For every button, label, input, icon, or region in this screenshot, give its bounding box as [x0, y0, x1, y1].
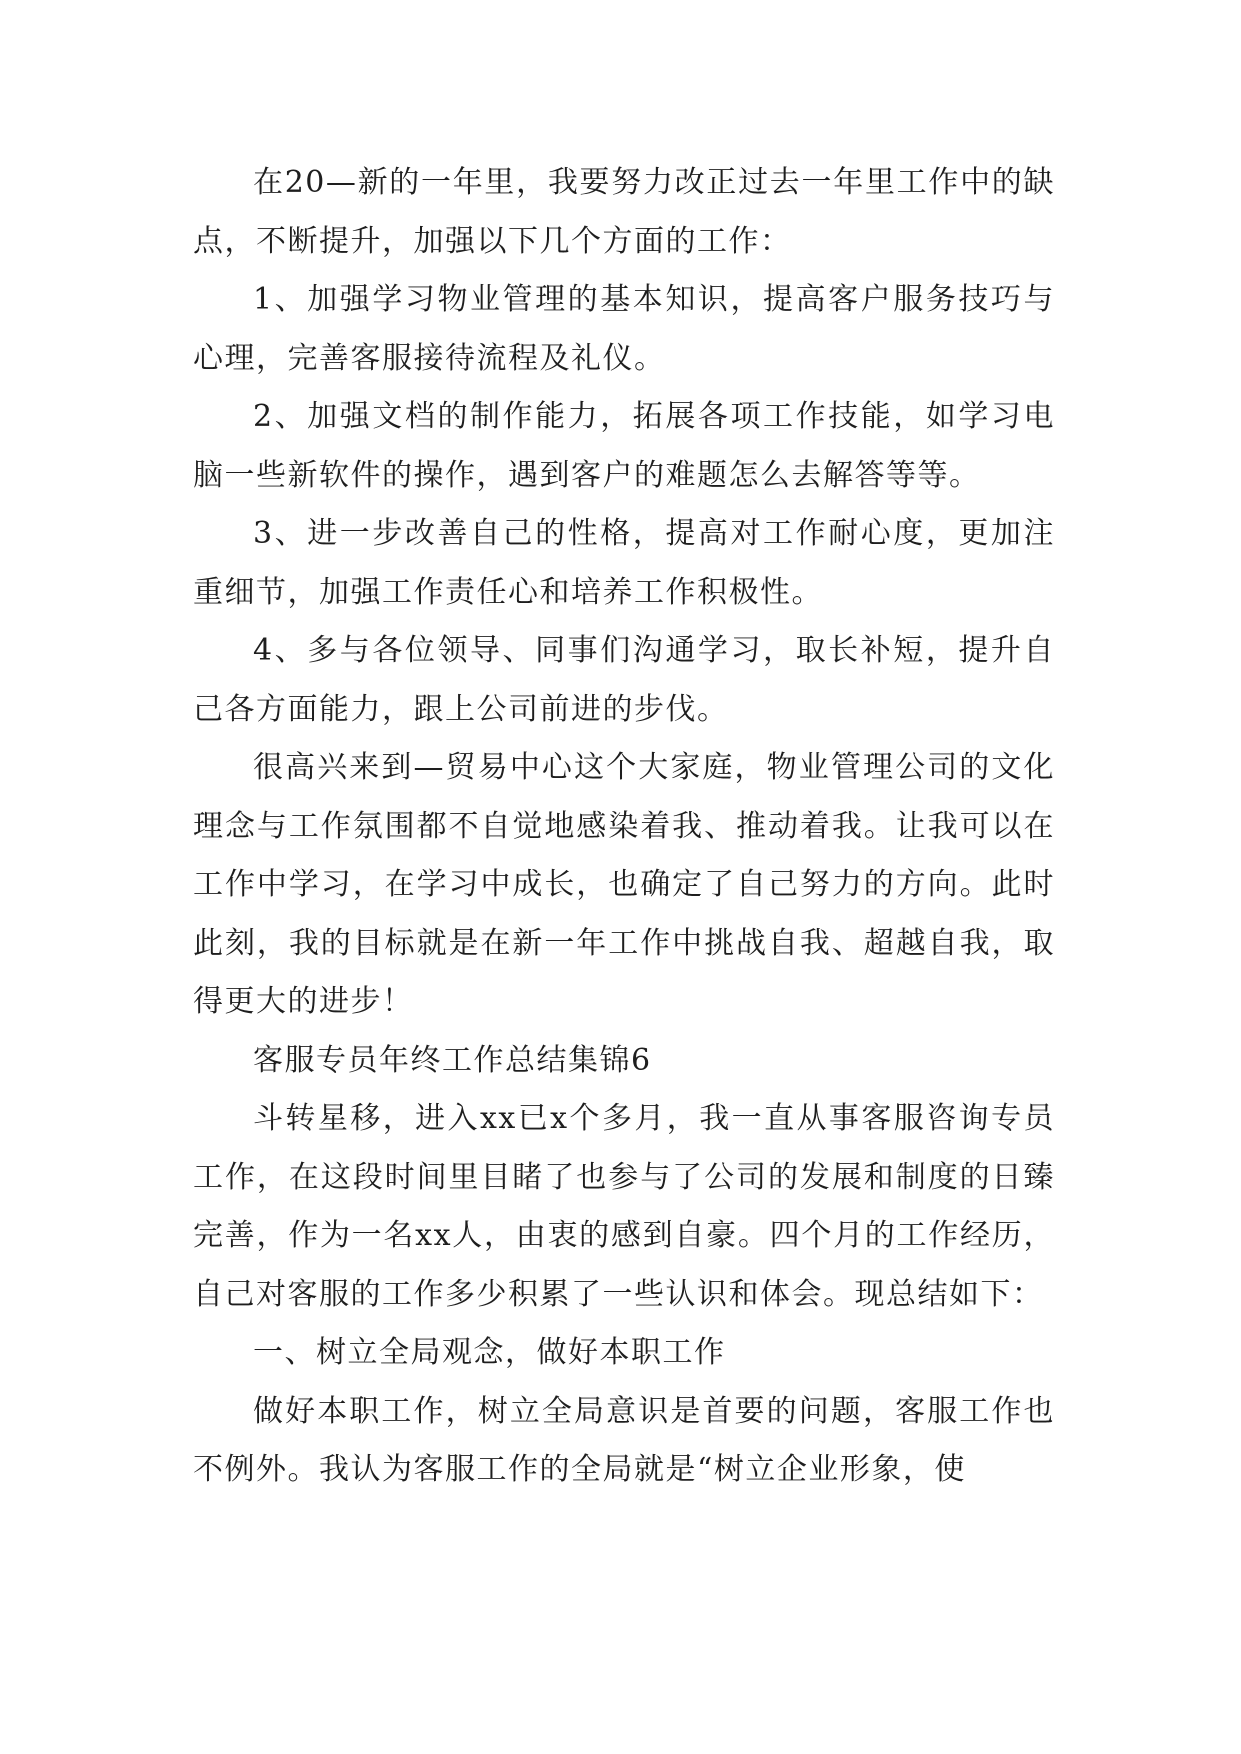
document-body: [193, 154, 1055, 1500]
paragraph-intro: 斗转星移，进入xx已x个多月，我一直从事客服咨询专员工作，在这段时间里目睹了也参与了公司的发展和制度的日臻完善，作为一名xx人，由衷的感到自豪。四个月的工作经历，自己对客服的工作多少积累了一些认识和体会。现总结如下：: [193, 1101, 1055, 1312]
subheading-1: 一、树立全局观念，做好本职工作: [253, 1335, 726, 1370]
paragraph-item-1: 1、加强学习物业管理的基本知识，提高客户服务技巧与心理，完善客服接待流程及礼仪。: [193, 282, 1055, 376]
paragraph-closing: 很高兴来到—贸易中心这个大家庭，物业管理公司的文化理念与工作氛围都不自觉地感染着我、推动着我。让我可以在工作中学习，在学习中成长，也确定了自己努力的方向。此时此刻，我的目标就是在新一年工作中挑战自我、超越自我，取得更大的进步！: [193, 750, 1055, 1019]
paragraph-item-2: 2、加强文档的制作能力，拓展各项工作技能，如学习电脑一些新软件的操作，遇到客户的难题怎么去解答等等。: [193, 399, 1055, 493]
paragraph-global-view: 做好本职工作，树立全局意识是首要的问题，客服工作也不例外。我认为客服工作的全局就是“树立企业形象，使: [193, 1393, 1055, 1487]
paragraph-item-3: 3、进一步改善自己的性格，提高对工作耐心度，更加注重细节，加强工作责任心和培养工作积极性。: [193, 516, 1055, 610]
paragraph-item-4: 4、多与各位领导、同事们沟通学习，取长补短，提升自己各方面能力，跟上公司前进的步伐。: [193, 633, 1055, 727]
paragraph-new-year-plan: 在20—新的一年里，我要努力改正过去一年里工作中的缺点，不断提升，加强以下几个方面的工作：: [193, 165, 1055, 259]
section-title: 客服专员年终工作总结集锦6: [253, 1042, 652, 1078]
